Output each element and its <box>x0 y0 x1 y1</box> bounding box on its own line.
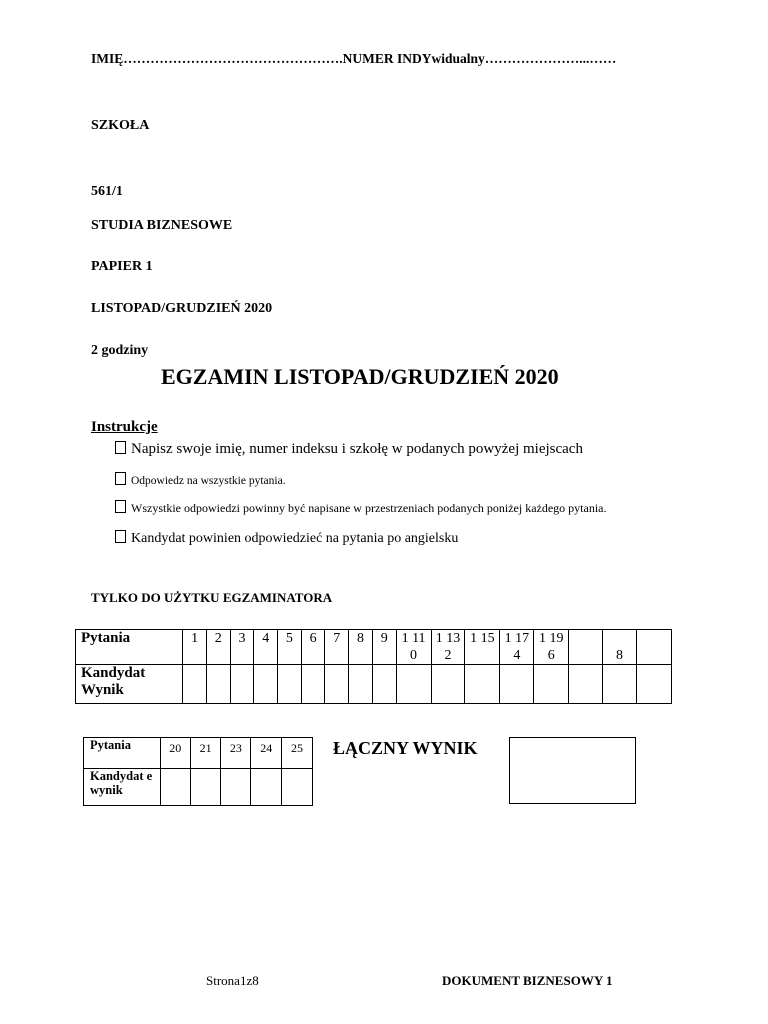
instruction-item <box>115 500 607 516</box>
question-number-cell: 9 <box>372 630 396 665</box>
score-table-2 <box>83 737 313 806</box>
paper-number: PAPIER 1 <box>91 259 153 274</box>
question-number-cell: 8 <box>603 630 637 665</box>
question-number-cell: 6 <box>301 630 325 665</box>
page-number: Strona1z8 <box>206 973 259 988</box>
instruction-item <box>115 472 286 487</box>
score-cell[interactable] <box>500 665 534 704</box>
score-cell[interactable] <box>569 665 603 704</box>
question-number-cell <box>569 630 603 665</box>
question-number-cell: 1 <box>183 630 207 665</box>
instruction-text: Odpowiedz na wszystkie pytania. <box>131 475 286 487</box>
question-number-cell: 21 <box>190 738 221 769</box>
question-number-cell: 1 15 <box>465 630 500 665</box>
checkbox-icon <box>115 500 126 513</box>
score-cell[interactable] <box>254 665 278 704</box>
question-number-cell: 1 17 4 <box>500 630 534 665</box>
name-index-line: IMIĘ………………………………………….NUMER INDYwidualny…………………...…… <box>91 51 617 66</box>
question-number-cell: 23 <box>221 738 251 769</box>
exam-session: LISTOPAD/GRUDZIEŃ 2020 <box>91 301 273 316</box>
question-number-cell: 24 <box>251 738 282 769</box>
page-title: EGZAMIN LISTOPAD/GRUDZIEŃ 2020 <box>161 364 559 389</box>
question-number-cell: 20 <box>160 738 190 769</box>
score-cell[interactable] <box>534 665 569 704</box>
score-cell[interactable] <box>325 665 349 704</box>
score-cell[interactable] <box>431 665 465 704</box>
instruction-text: Wszystkie odpowiedzi powinny być napisane w przestrzeniach podanych poniżej każdego pytania. <box>131 501 607 515</box>
score-cell[interactable] <box>372 665 396 704</box>
examiner-use-heading: TYLKO DO UŻYTKU EGZAMINATORA <box>91 590 333 605</box>
instruction-text: Napisz swoje imię, numer indeksu i szkołę w podanych powyżej miejscach <box>131 441 583 457</box>
instructions-heading: Instrukcje <box>91 419 158 435</box>
questions-label: Pytania <box>76 630 183 665</box>
score-cell[interactable] <box>278 665 302 704</box>
score-cell[interactable] <box>603 665 637 704</box>
score-cell[interactable] <box>301 665 325 704</box>
school-label: SZKOŁA <box>91 118 150 133</box>
score-cell[interactable] <box>465 665 500 704</box>
question-number-cell: 8 <box>349 630 373 665</box>
score-cell[interactable] <box>206 665 230 704</box>
score-cell[interactable] <box>636 665 671 704</box>
question-number-cell: 3 <box>230 630 254 665</box>
score-cell[interactable] <box>190 769 221 806</box>
question-number-cell <box>636 630 671 665</box>
checkbox-icon <box>115 530 126 543</box>
candidate-score-label: Kandydat e wynik <box>84 769 161 806</box>
instruction-item <box>115 530 458 547</box>
total-score-box[interactable] <box>509 737 636 804</box>
total-score-label: ŁĄCZNY WYNIK <box>333 738 478 758</box>
question-number-cell: 1 19 6 <box>534 630 569 665</box>
checkbox-icon <box>115 472 126 485</box>
candidate-score-label: Kandydat Wynik <box>76 665 183 704</box>
subject-name: STUDIA BIZNESOWE <box>91 218 233 233</box>
question-number-cell: 5 <box>278 630 302 665</box>
score-table-1 <box>75 629 672 704</box>
paper-code: 561/1 <box>91 184 123 199</box>
question-number-cell: 4 <box>254 630 278 665</box>
score-cell[interactable] <box>230 665 254 704</box>
question-number-cell: 7 <box>325 630 349 665</box>
exam-duration: 2 godziny <box>91 343 149 358</box>
score-cell[interactable] <box>183 665 207 704</box>
score-cell[interactable] <box>251 769 282 806</box>
score-cell[interactable] <box>160 769 190 806</box>
score-cell[interactable] <box>396 665 431 704</box>
score-cell[interactable] <box>282 769 313 806</box>
score-cell[interactable] <box>349 665 373 704</box>
instruction-text: Kandydat powinien odpowiedzieć na pytania po angielsku <box>131 531 459 546</box>
question-number-cell: 25 <box>282 738 313 769</box>
question-number-cell: 2 <box>206 630 230 665</box>
question-number-cell: 1 13 2 <box>431 630 465 665</box>
document-label: DOKUMENT BIZNESOWY 1 <box>442 973 613 988</box>
question-number-cell: 1 11 0 <box>396 630 431 665</box>
questions-label: Pytania <box>84 738 161 769</box>
instruction-item <box>115 441 583 458</box>
checkbox-icon <box>115 441 126 454</box>
score-cell[interactable] <box>221 769 251 806</box>
